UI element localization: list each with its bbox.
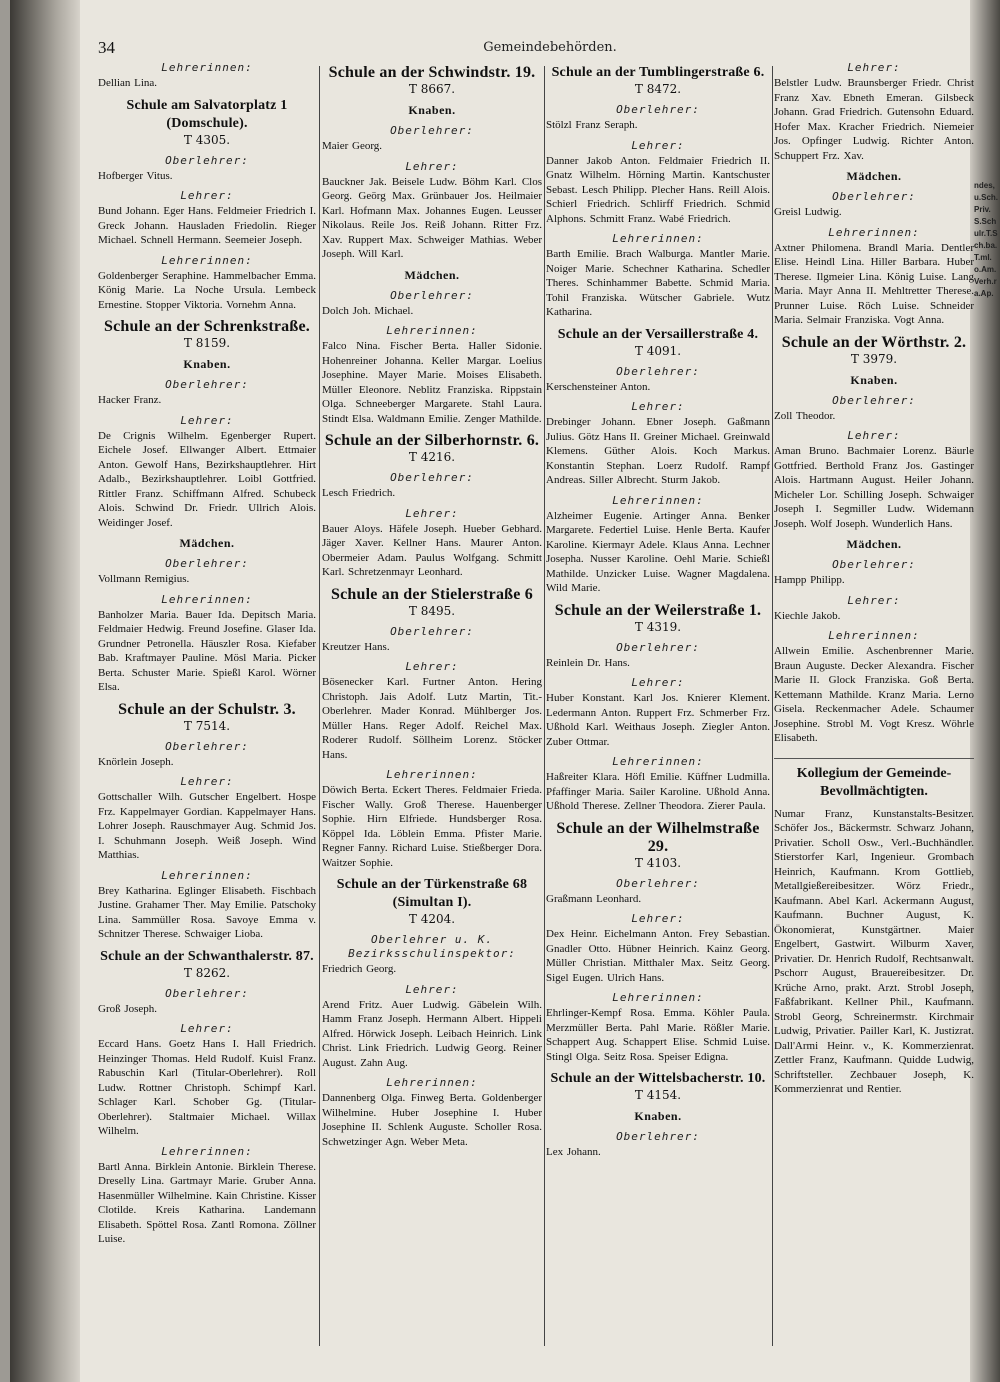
section bbox=[774, 190, 974, 220]
section bbox=[546, 365, 770, 395]
school-heading: Schule an der Schwanthalerstr. 87. bbox=[100, 948, 314, 964]
role-label: Lehrer: bbox=[180, 775, 234, 788]
section bbox=[322, 64, 542, 97]
role-label: Lehrer: bbox=[631, 400, 685, 413]
role-label: Oberlehrer: bbox=[390, 124, 474, 137]
column-4 bbox=[774, 60, 974, 1380]
section bbox=[322, 432, 542, 465]
section bbox=[546, 912, 770, 985]
telephone-number: T 4103. bbox=[634, 855, 682, 870]
names-paragraph: Bund Johann. Eger Hans. Feldmeier Friedrich I. Greck Johann. Hausladen Friedolin. Rieger Michael. Schnell Hermann. Seemeier Joseph. bbox=[98, 205, 316, 246]
section bbox=[98, 254, 316, 313]
section bbox=[546, 755, 770, 814]
names-paragraph: Zoll Theodor. bbox=[774, 409, 836, 422]
names-paragraph: Hampp Philipp. bbox=[774, 574, 845, 586]
names-paragraph: Numar Franz, Kunstanstalts-Besitzer. Schöfer Jos., Bäckermstr. Schwarz Johann, Privatier. Scholl Osw., Verl.-Buchhändler. Stierstorfer Karl, Ingenieur. Grombach Heinrich, Kaufmann. Krom Gottlieb, Metallgießereibesitzer. Wörz Friedr., Kaufmann. Abel Karl. Ackermann August, Kaufmann. Buchner August, K. Ökonomierat, Kunstgärtner. Maier Engelbert, Gastwirt. Wilburm Xaver, Privatier. Dr. Henrich Rudolf, Rechtsanwalt. Pschorr August, Brauereibesitzer. Dr. Krüche Arno, prakt. Arzt. Strobl Joseph, Faßfabrikant. Kellner Phil., Kaufmann. Strobl Georg, Schreinermstr. Kirchmair Ludwig, Privatier. Pailler Karl, K. Justizrat. Dall'Armi Heinr. v., K. Kommerzienrat. Zettler Franz, Kaufmann. Quidde Ludwig, Schriftsteller. Zechbauer Joseph, K. Kommerzienrat und Rentier. bbox=[774, 807, 974, 1095]
names-paragraph: Greisl Ludwig. bbox=[774, 206, 842, 218]
section bbox=[546, 676, 770, 749]
section bbox=[322, 1076, 542, 1149]
section bbox=[546, 139, 770, 227]
role-label: Lehrerinnen: bbox=[161, 592, 253, 606]
school-heading: Schule an der Silberhornstr. 6. bbox=[324, 432, 540, 449]
section bbox=[98, 61, 316, 91]
section bbox=[98, 869, 316, 942]
names-paragraph: Belstler Ludw. Braunsberger Friedr. Christ Franz Xav. Ebneth Emeran. Gilsbeck Johann. Grad Friedrich. Gutensohn Eduard. Hofer Max. Kracher Friedrich. Niemeier Jos. Opfinger Ludwig. Richter Anton. Schuppert Frz. Xav. bbox=[774, 77, 974, 162]
section bbox=[98, 740, 316, 770]
role-label: Lehrer: bbox=[631, 138, 685, 152]
names-paragraph: Drebinger Johann. Ebner Joseph. Gaßmann Julius. Götz Hans II. Greiner Michael. Greinwald Klemens. Güther Alois. Koch Markus. Konstantin Stephan. Loerz Rudolf. Rampf Andreas. Siller Albrecht. Sturm Jakob. bbox=[546, 416, 770, 486]
section bbox=[98, 1022, 316, 1139]
role-label: Oberlehrer: bbox=[616, 640, 700, 654]
names-paragraph: Döwich Berta. Eckert Theres. Feldmaier Frieda. Fischer Wally. Groß Therese. Hauenberger Sophie. Hirn Elfriede. Hundsberger Rosa. Köppel Ida. Löblein Emma. Pfister Marie. Regner Fanny. Richard Luise. Stießberger Dora. Waitzer Sophie. bbox=[322, 784, 542, 869]
section bbox=[546, 400, 770, 488]
role-label: Lehrerinnen: bbox=[161, 61, 253, 74]
section bbox=[322, 876, 542, 927]
section bbox=[774, 394, 974, 424]
section bbox=[774, 537, 974, 552]
section bbox=[98, 1145, 316, 1247]
role-label: Oberlehrer: bbox=[616, 876, 700, 890]
role-label: Oberlehrer: bbox=[832, 190, 916, 203]
school-heading: Schule an der Tumblingerstraße 6. bbox=[551, 65, 765, 80]
section bbox=[546, 494, 770, 596]
role-label: Oberlehrer: bbox=[390, 471, 474, 484]
section bbox=[322, 768, 542, 870]
section bbox=[98, 948, 316, 981]
role-label: Lehrer: bbox=[180, 413, 234, 427]
names-paragraph: Hacker Franz. bbox=[98, 394, 162, 406]
names-paragraph: De Crignis Wilhelm. Egenberger Rupert. Eichele Josef. Ellwanger Albert. Ettmaier Anton. Gewolf Hans, Bezirkshauptlehrer. Hirt Adalb., Bezirkshauptlehrer. Loibl Gottfried. Rittler Franz. Schiffmann Alfred. Schubeck Alois. Schwind Dr. Friedr. Ullrich Alois. Weidinger Josef. bbox=[98, 429, 316, 529]
school-heading: Schule am Salvatorplatz 1 (Domschule). bbox=[126, 97, 288, 131]
role-label: Lehrer: bbox=[847, 593, 901, 607]
names-paragraph: Eccard Hans. Goetz Hans I. Hall Friedrich. Heinzinger Thomas. Held Rudolf. Kuisl Franz. Rabuschin Karl (Titular-Oberlehrer). Roll Ludw. Rottner Christoph. Schimpf Karl. Schlager Karl. Schober Gg. (Titular-Oberlehrer). Staltmaier Michael. Willax Wilhelm. bbox=[98, 1038, 316, 1137]
section bbox=[98, 701, 316, 734]
section bbox=[98, 987, 316, 1017]
names-paragraph: Falco Nina. Fischer Berta. Haller Sidonie. Hohenreiner Johanna. Keller Margar. Loelius Josephine. Mayer Marie. Moises Elisabeth. Müller Eleonore. Neblitz Franziska. Rippstain Olga. Schneeberger Margarete. Stahl Laura. Stindt Elsa. Waldmann Emilie. Zenger Mathilde. bbox=[322, 340, 542, 425]
section bbox=[322, 289, 542, 319]
telephone-number: T 3979. bbox=[850, 351, 898, 366]
names-paragraph: Ehrlinger-Kempf Rosa. Emma. Köhler Paula. Merzmüller Berta. Pahl Marie. Rößler Marie. Schappert Aug. Schappert Elise. Schmid Luise. Stingl Olga. Seitz Rosa. Speiser Edigna. bbox=[546, 1007, 770, 1063]
telephone-number: T 8667. bbox=[408, 82, 456, 96]
school-heading: Schule an der Versaillerstraße 4. bbox=[557, 326, 759, 342]
names-paragraph: Kiechle Jakob. bbox=[774, 609, 841, 622]
names-paragraph: Allwein Emilie. Aschenbrenner Marie. Braun Auguste. Decker Alexandra. Fischer Marie II. Glock Franziska. Goß Berta. Kettemann Mathilde. Kranz Maria. Lerno Gisela. Reckenmacher Adele. Schaumer Josephine. Strobl M. Vogt Kresz. Wöhrle Elisabeth. bbox=[774, 645, 974, 744]
role-label: Lehrer: bbox=[405, 506, 459, 520]
section bbox=[322, 103, 542, 118]
role-label: Oberlehrer: bbox=[165, 739, 249, 753]
section bbox=[774, 594, 974, 624]
names-paragraph: Arend Fritz. Auer Ludwig. Gäbelein Wilh. Hamm Franz Joseph. Hermann Albert. Hippeli Alfred. Hörwick Joseph. Leibach Heinrich. Link Christ. Link Friedrich. Ludwig Georg. Reiner August. Zahn Aug. bbox=[322, 998, 542, 1069]
section bbox=[322, 324, 542, 426]
role-label: Lehrer: bbox=[847, 61, 901, 74]
section bbox=[322, 124, 542, 154]
section bbox=[322, 160, 542, 262]
telephone-number: T 4091. bbox=[634, 343, 682, 358]
board-heading: Kollegium der Gemeinde-Bevollmächtigten. bbox=[774, 758, 974, 801]
telephone-number: T 4204. bbox=[408, 912, 456, 926]
role-label: Lehrer: bbox=[180, 189, 234, 202]
subsection-heading: Mädchen. bbox=[846, 169, 902, 183]
role-label: Lehrerinnen: bbox=[161, 1144, 253, 1158]
role-label: Oberlehrer u. K. Bezirksschulinspektor: bbox=[348, 933, 516, 960]
school-heading: Schule an der Stielerstraße 6 bbox=[331, 585, 533, 603]
names-paragraph: Reinlein Dr. Hans. bbox=[546, 656, 630, 669]
role-label: Oberlehrer: bbox=[616, 103, 700, 116]
section bbox=[322, 660, 542, 762]
telephone-number: T 8159. bbox=[183, 336, 231, 350]
role-label: Oberlehrer: bbox=[165, 378, 249, 391]
role-label: Oberlehrer: bbox=[165, 986, 249, 1000]
role-label: Lehrer: bbox=[180, 1022, 234, 1035]
role-label: Oberlehrer: bbox=[616, 1130, 700, 1143]
next-page-edge bbox=[970, 0, 1000, 1382]
role-label: Lehrerinnen: bbox=[612, 493, 704, 507]
names-paragraph: Dolch Joh. Michael. bbox=[322, 304, 414, 317]
section bbox=[546, 326, 770, 359]
section bbox=[98, 318, 316, 351]
telephone-number: T 4216. bbox=[408, 450, 456, 464]
column-3 bbox=[546, 60, 770, 1380]
names-paragraph: Dannenberg Olga. Finweg Berta. Goldenberger Wilhelmine. Huber Josephine I. Huber Josephine II. Schlenk Auguste. Scholler Rosa. Schwetzinger Agn. Weber Meta. bbox=[322, 1092, 542, 1148]
names-paragraph: Haßreiter Klara. Höfl Emilie. Küffner Ludmilla. Pfaffinger Maria. Sailer Karoline. Ußhold Anna. Ußhold Therese. Zellner Theodora. Zierer Paula. bbox=[546, 771, 770, 812]
section bbox=[546, 991, 770, 1064]
section bbox=[774, 169, 974, 184]
section bbox=[322, 625, 542, 655]
school-heading: Schule an der Schulstr. 3. bbox=[118, 700, 296, 718]
section bbox=[98, 536, 316, 551]
telephone-number: T 8262. bbox=[183, 965, 231, 980]
names-paragraph: Goldenberger Seraphine. Hammelbacher Emma. König Marie. La Noche Ursula. Lembeck Ernestine. Stopper Viktoria. Vornehm Anna. bbox=[98, 269, 316, 311]
role-label: Lehrer: bbox=[405, 159, 459, 173]
section bbox=[774, 629, 974, 746]
subsection-heading: Knaben. bbox=[850, 372, 898, 387]
role-label: Lehrer: bbox=[405, 660, 459, 673]
section bbox=[546, 1070, 770, 1103]
role-label: Oberlehrer: bbox=[616, 364, 700, 378]
role-label: Oberlehrer: bbox=[165, 557, 249, 570]
names-paragraph: Maier Georg. bbox=[322, 140, 383, 152]
column-1 bbox=[98, 60, 316, 1380]
section bbox=[322, 933, 542, 977]
names-paragraph: Friedrich Georg. bbox=[322, 963, 397, 975]
names-paragraph: Bauckner Jak. Beisele Ludw. Böhm Karl. Clos Georg. Geörg Max. Grünbauer Jos. Heilmaier Karl. Hofmann Max. Johannes Eugen. Leusser Nikolaus. Reile Jos. Reiß Johann. Ritter Frz. Xav. Ruppert Max. Schweiger Mathias. Weber Joseph. Will Karl. bbox=[322, 175, 542, 260]
subsection-heading: Knaben. bbox=[634, 1109, 682, 1123]
section bbox=[546, 641, 770, 671]
section bbox=[98, 593, 316, 695]
section bbox=[322, 471, 542, 501]
next-page-text-fragment: ndes,u.Sch.Priv.S.Schulr.T.Sch.ba.T.ml.o.Am.Verh.ra.Ap. bbox=[974, 181, 998, 298]
column-rule-2 bbox=[544, 66, 545, 1346]
names-paragraph: Hofberger Vitus. bbox=[98, 169, 173, 182]
section bbox=[546, 103, 770, 133]
column-rule-1 bbox=[319, 66, 320, 1346]
names-paragraph: Graßmann Leonhard. bbox=[546, 892, 642, 905]
section bbox=[322, 507, 542, 580]
names-paragraph: Axtner Philomena. Brandl Maria. Dentler Elise. Heindl Lina. Hiller Barbara. Huber Therese. Ilgmeier Lina. König Luise. Lang Maria. Mayr Anna II. Mehltretter Therese. Prunner Luise. Röch Luise. Schneider Maria. Selmair Franziska. Vogt Anna. bbox=[774, 241, 974, 326]
section bbox=[546, 1109, 770, 1124]
school-heading: Schule an der Wörthstr. 2. bbox=[781, 333, 967, 351]
telephone-number: T 7514. bbox=[183, 718, 231, 733]
role-label: Oberlehrer: bbox=[390, 288, 474, 302]
section bbox=[774, 373, 974, 388]
names-paragraph: Groß Joseph. bbox=[98, 1002, 158, 1015]
names-paragraph: Bösenecker Karl. Furtner Anton. Hering Christoph. Jais Adolf. Lutz Martin, Tit.-Oberlehrer. Mader Konrad. Mühlberger Jos. Müller Hans. Reger Adolf. Reichel Max. Roderer Rudolf. Söllheim Lorenz. Stöcker Hans. bbox=[322, 676, 542, 761]
section bbox=[546, 64, 770, 97]
section bbox=[98, 357, 316, 372]
section bbox=[774, 226, 974, 328]
names-paragraph: Kerschensteiner Anton. bbox=[546, 380, 651, 393]
names-paragraph: Banholzer Maria. Bauer Ida. Depitsch Maria. Feldmaier Hedwig. Freund Josefine. Glaser Ida. Grundner Petronella. Häuszler Rosa. Kiefaber Bab. Kraftmayer Pauline. Mösl Maria. Picker Berta. Schuster Marie. Spießl Karol. Wörner Elsa. bbox=[98, 608, 316, 693]
role-label: Lehrerinnen: bbox=[161, 868, 253, 882]
school-heading: Schule an der Schrenkstraße. bbox=[104, 318, 310, 335]
section bbox=[546, 602, 770, 635]
role-label: Lehrerinnen: bbox=[612, 991, 704, 1004]
role-label: Lehrer: bbox=[405, 982, 459, 996]
names-paragraph: Dellian Lina. bbox=[98, 77, 158, 89]
role-label: Lehrerinnen: bbox=[828, 629, 920, 642]
role-label: Oberlehrer: bbox=[832, 558, 916, 571]
names-paragraph: Vollmann Remigius. bbox=[98, 573, 190, 585]
names-paragraph: Bartl Anna. Birklein Antonie. Birklein Therese. Dreselly Lina. Gartmayr Marie. Gruber Anna. Hasenmüller Wilhelmine. Kain Christine. Kisser Clotilde. Kreis Katharina. Landemann Elisabeth. Spöttel Rosa. Zantl Romona. Zöllner Luise. bbox=[98, 1160, 316, 1245]
role-label: Lehrerinnen: bbox=[828, 225, 920, 239]
subsection-heading: Mädchen. bbox=[179, 536, 235, 550]
school-heading: Schule an der Schwindstr. 19. bbox=[328, 64, 536, 81]
section bbox=[98, 154, 316, 184]
role-label: Lehrerinnen: bbox=[386, 768, 478, 781]
section bbox=[322, 983, 542, 1071]
role-label: Lehrer: bbox=[631, 676, 685, 689]
role-label: Lehrerinnen: bbox=[386, 324, 478, 337]
section bbox=[546, 232, 770, 320]
telephone-number: T 4319. bbox=[634, 619, 682, 634]
section bbox=[98, 557, 316, 587]
column-2 bbox=[322, 60, 542, 1380]
school-heading: Schule an der Wilhelmstraße 29. bbox=[556, 819, 760, 855]
names-paragraph: Brey Katharina. Eglinger Elisabeth. Fischbach Justine. Grahamer Ther. May Emilie. Patschoky Lina. Sammüller Rosa. Savoye Emma v. Schnitzer Therese. Schwaiger Lioba. bbox=[98, 884, 316, 940]
telephone-number: T 8472. bbox=[634, 82, 682, 96]
section bbox=[774, 558, 974, 588]
subsection-heading: Knaben. bbox=[183, 357, 231, 371]
section bbox=[98, 97, 316, 148]
role-label: Lehrerinnen: bbox=[386, 1076, 478, 1089]
names-paragraph: Bauer Aloys. Häfele Joseph. Hueber Gebhard. Jäger Xaver. Kellner Hans. Maurer Anton. Obermeier Adam. Paulus Wolfgang. Schmitt Karl. Schretzenmayr Leonhard. bbox=[322, 522, 542, 578]
names-paragraph: Lesch Friedrich. bbox=[322, 487, 396, 499]
role-label: Lehrer: bbox=[847, 429, 901, 442]
role-label: Oberlehrer: bbox=[832, 393, 916, 407]
section bbox=[322, 268, 542, 283]
running-title: Gemeindebehörden. bbox=[483, 40, 617, 55]
section bbox=[546, 820, 770, 871]
page-number: 34 bbox=[98, 38, 115, 57]
telephone-number: T 4154. bbox=[634, 1088, 682, 1102]
role-label: Lehrerinnen: bbox=[161, 253, 253, 267]
book-binding-shadow bbox=[10, 0, 80, 1382]
names-paragraph: Gottschaller Wilh. Gutscher Engelbert. Hospe Frz. Kappelmayer Gordian. Kappelmayer Hans. Lohrer Joseph. Rauschmayer Aug. Schmid Jos. I. Schuhmann Joseph. Weiß Joseph. Wind Matthias. bbox=[98, 791, 316, 861]
role-label: Lehrer: bbox=[631, 912, 685, 925]
subsection-heading: Knaben. bbox=[408, 103, 456, 117]
column-rule-3 bbox=[772, 66, 773, 1346]
section bbox=[546, 877, 770, 907]
names-paragraph: Stölzl Franz Seraph. bbox=[546, 119, 638, 131]
telephone-number: T 8495. bbox=[408, 603, 456, 618]
section bbox=[546, 1130, 770, 1160]
school-heading: Schule an der Türkenstraße 68 (Simultan I). bbox=[336, 877, 528, 910]
role-label: Oberlehrer: bbox=[390, 624, 474, 638]
role-label: Lehrerinnen: bbox=[612, 232, 704, 245]
section bbox=[98, 189, 316, 248]
names-paragraph: Aman Bruno. Bachmaier Lorenz. Bäurle Gottfried. Berthold Franz Jos. Gastinger Alois. Hartmann August. Heiler Johann. Micheler Lor. Schilling Joseph. Schwaiger Joseph I. Segmiller Ludw. Widemann Joseph. Wolf Joseph. Wunderlich Hans. bbox=[774, 445, 974, 530]
names-paragraph: Dex Heinr. Eichelmann Anton. Frey Sebastian. Gnadler Otto. Hübner Heinrich. Kainz Georg. Müller Christian. Mitthaler Max. Seitz Georg. Sigel Eugen. Ulrich Hans. bbox=[546, 928, 770, 984]
subsection-heading: Mädchen. bbox=[846, 537, 902, 551]
names-paragraph: Huber Konstant. Karl Jos. Knierer Klement. Ledermann Anton. Ruppert Frz. Schmerber Frz. Ußhold Karl. Weithaus Joseph. Ziegler Anton. Zuber Ottmar. bbox=[546, 692, 770, 748]
names-paragraph: Danner Jakob Anton. Feldmaier Friedrich II. Gnatz Wilhelm. Hörning Martin. Kantschuster Sebast. Lesch Philipp. Plecher Hans. Reill Alois. Schierl Friedrich. Schlirff Friedrich. Schmid Alphons. Schmitt Franz. Wabé Friedrich. bbox=[546, 154, 770, 225]
school-heading: Schule an der Weilerstraße 1. bbox=[554, 601, 762, 619]
section bbox=[322, 586, 542, 619]
school-heading: Schule an der Wittelsbacherstr. 10. bbox=[550, 1071, 766, 1086]
names-paragraph: Barth Emilie. Brach Walburga. Mantler Marie. Noiger Marie. Schechner Katharina. Schedler Theres. Schinhammer Babette. Schmid Maria. Tohil Franziska. Wütscher Gabriele. Wutz Katharina. bbox=[546, 248, 770, 318]
names-paragraph: Kreutzer Hans. bbox=[322, 640, 390, 653]
role-label: Oberlehrer: bbox=[165, 153, 249, 167]
role-label: Lehrerinnen: bbox=[612, 755, 704, 768]
telephone-number: T 4305. bbox=[183, 132, 231, 147]
names-paragraph: Knörlein Joseph. bbox=[98, 755, 174, 768]
section bbox=[98, 378, 316, 408]
names-paragraph: Alzheimer Eugenie. Artinger Anna. Benker Margarete. Federtiel Luise. Henle Berta. Kaufer Karoline. Kiermayr Adele. Klaus Anna. Lechner Josepha. Nusser Karoline. Oehl Marie. Schießl Mathilde. Unzicker Luise. Wagner Magdalena. Wild Marie. bbox=[546, 509, 770, 594]
section bbox=[774, 758, 974, 801]
section bbox=[774, 334, 974, 367]
section bbox=[774, 61, 974, 163]
section bbox=[98, 414, 316, 531]
subsection-heading: Mädchen. bbox=[404, 267, 460, 282]
section bbox=[98, 775, 316, 863]
names-paragraph: Lex Johann. bbox=[546, 1146, 601, 1158]
section bbox=[774, 807, 974, 1097]
section bbox=[774, 429, 974, 531]
